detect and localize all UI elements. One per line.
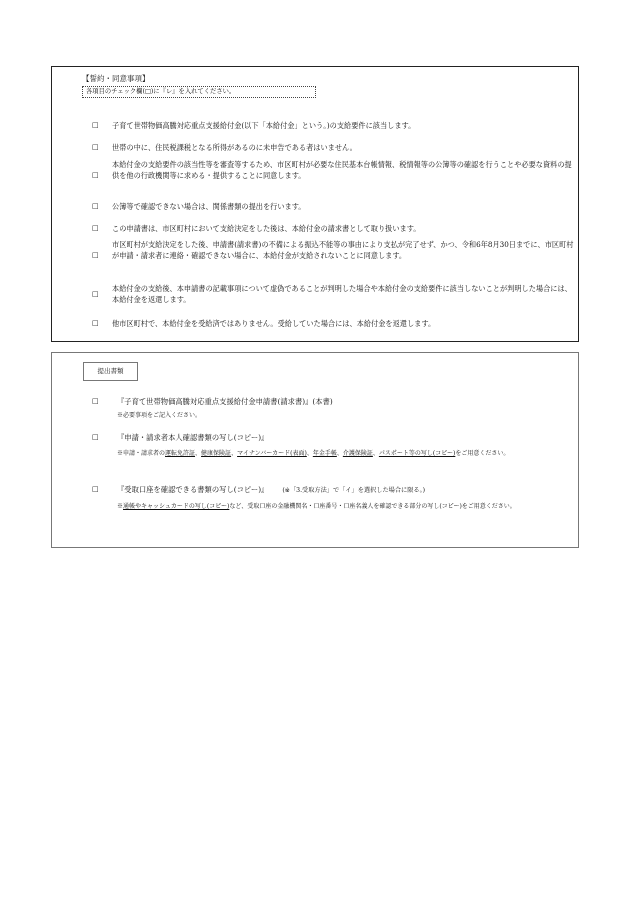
oath-section-title: 【誓約・同意事項】 bbox=[82, 74, 150, 83]
oath-item-3-text: 本給付金の支給要件の該当性等を審査等するため、市区町村が必要な住民基本台帳情報、税情報等の公簿等の確認を行うことや必要な資料の提供を他の行政機関等に求める・提供することに同意します。 bbox=[112, 160, 572, 180]
oath-item-8-text: 他市区町村で、本給付金を受給済ではありません。受給していた場合には、本給付金を返還します。 bbox=[112, 319, 436, 328]
document-checkbox-2[interactable]: □ bbox=[92, 433, 99, 441]
oath-item-7-text: 本給付金の支給後、本申請書の記載事項について虚偽であることが判明した場合や本給付金の支給要件に該当しないことが判明した場合には、本給付金を返還します。 bbox=[112, 284, 572, 304]
document-item-2 bbox=[92, 432, 572, 458]
document-item-3-name: 『受取口座を確認できる書類の写し(コピー)』 (※「3.受取方法」で「イ」を選択した場合に限る。) bbox=[117, 485, 426, 494]
oath-checkbox-3[interactable]: □ bbox=[92, 171, 99, 179]
oath-item-6-text: 市区町村が支給決定をした後、申請書(請求書)の不備による振込不能等の事由により支払が完了せず、かつ、令和6年8月30日までに、市区町村が申請・請求者に連絡・確認できない場合に、本給付金が支給されないことに同意します。 bbox=[112, 240, 574, 260]
oath-item-2-text: 世帯の中に、住民税課税となる所得があるのに未申告である者はいません。 bbox=[112, 143, 357, 152]
documents-section-title: 提出書類 bbox=[83, 362, 138, 381]
document-item-2-name: 『申請・請求者本人確認書類の写し(コピー)』 bbox=[117, 433, 269, 442]
oath-item-2 bbox=[92, 142, 577, 153]
oath-checkbox-5[interactable]: □ bbox=[92, 224, 99, 232]
oath-consent-section bbox=[51, 66, 579, 342]
submission-documents-section bbox=[51, 352, 579, 548]
document-checkbox-1[interactable]: □ bbox=[92, 397, 99, 405]
oath-item-3 bbox=[92, 159, 577, 181]
oath-checkbox-6[interactable]: □ bbox=[92, 251, 99, 259]
oath-checkbox-4[interactable]: □ bbox=[92, 202, 99, 210]
oath-instruction: 各項目のチェック欄(□)に『レ』を入れてください。 bbox=[82, 86, 316, 98]
document-item-3 bbox=[92, 484, 572, 511]
oath-item-1-text: 子育て世帯物価高騰対応重点支援給付金(以下「本給付金」という。)の支給要件に該当します。 bbox=[112, 121, 416, 130]
document-item-3-note: ※通帳やキャッシュカードの写し(コピー)など、受取口座の金融機関名・口座番号・口座名義人を確認できる部分の写し(コピー)をご用意ください。 bbox=[117, 503, 516, 510]
oath-checkbox-1[interactable]: □ bbox=[92, 121, 99, 129]
oath-checkbox-7[interactable]: □ bbox=[92, 290, 99, 298]
document-item-1 bbox=[92, 396, 572, 420]
oath-item-6 bbox=[92, 239, 577, 261]
document-checkbox-3[interactable]: □ bbox=[92, 485, 99, 493]
oath-item-7 bbox=[92, 283, 577, 305]
document-item-1-note: ※必要事項をご記入ください。 bbox=[117, 412, 202, 419]
document-item-1-name: 『子育て世帯物価高騰対応重点支援給付金申請書(請求書)』(本書) bbox=[117, 397, 333, 406]
oath-item-1 bbox=[92, 120, 577, 131]
oath-item-5 bbox=[92, 223, 577, 234]
oath-checkbox-2[interactable]: □ bbox=[92, 143, 99, 151]
oath-item-5-text: この申請書は、市区町村において支給決定をした後は、本給付金の請求書として取り扱います。 bbox=[112, 224, 421, 233]
document-item-3-condition: (※「3.受取方法」で「イ」を選択した場合に限る。) bbox=[282, 487, 426, 494]
oath-checkbox-8[interactable]: □ bbox=[92, 319, 99, 327]
document-item-2-note: ※申請・請求者の運転免許証、健康保険証、マイナンバーカード(表面)、年金手帳、介護保険証、パスポート等の写し(コピー)をご用意ください。 bbox=[117, 450, 510, 457]
oath-item-4-text: 公簿等で確認できない場合は、関係書類の提出を行います。 bbox=[112, 202, 306, 211]
oath-item-4 bbox=[92, 201, 577, 212]
oath-item-8 bbox=[92, 318, 577, 329]
